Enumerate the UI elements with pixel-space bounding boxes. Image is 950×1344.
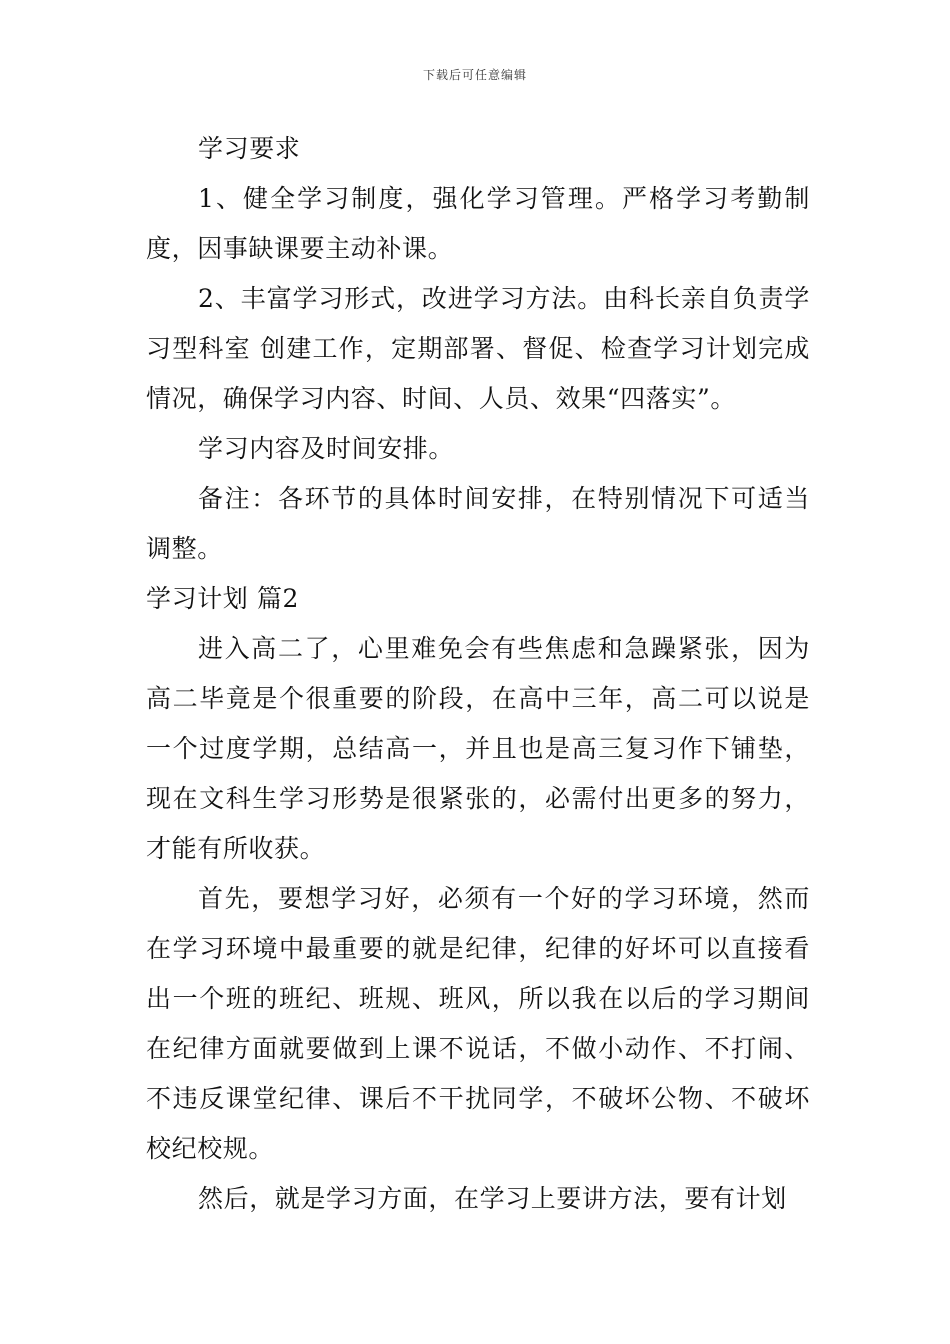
paragraph-content-schedule: 学习内容及时间安排。 (198, 434, 455, 463)
paragraph-study-requirements: 学习要求 (198, 134, 301, 163)
section-heading-plan-2: 学习计划 篇2 (146, 584, 300, 613)
document-body (146, 124, 810, 1224)
paragraph-note: 备注：各环节的具体时间安排，在特别情况下可适当调整。 (146, 484, 810, 563)
page-header: 下载后可任意编辑 (422, 68, 527, 82)
paragraph-discipline: 首先，要想学习好，必须有一个好的学习环境，然而在学习环境中最重要的就是纪律，纪律的好坏可以直接看出一个班的班纪、班规、班风，所以我在以后的学习期间在纪律方面就要做到上课不说话，不做小动作、不打闹、不违反课堂纪律、课后不干扰同学，不破坏公物、不破坏校纪校规。 (146, 884, 810, 1163)
paragraph-requirement-2: 2、丰富学习形式，改进学习方法。由科长亲自负责学习型科室 创建工作，定期部署、督促、检查学习计划完成情况，确保学习内容、时间、人员、效果“四落实”。 (146, 284, 810, 413)
paragraph-study-method: 然后，就是学习方面，在学习上要讲方法，要有计划 (198, 1184, 787, 1213)
paragraph-intro: 进入高二了，心里难免会有些焦虑和急躁紧张，因为高二毕竟是个很重要的阶段，在高中三年，高二可以说是一个过度学期，总结高一，并且也是高三复习作下铺垫，现在文科生学习形势是很紧张的，必需付出更多的努力，才能有所收获。 (146, 634, 810, 863)
paragraph-requirement-1: 1、健全学习制度，强化学习管理。严格学习考勤制度，因事缺课要主动补课。 (146, 184, 810, 263)
